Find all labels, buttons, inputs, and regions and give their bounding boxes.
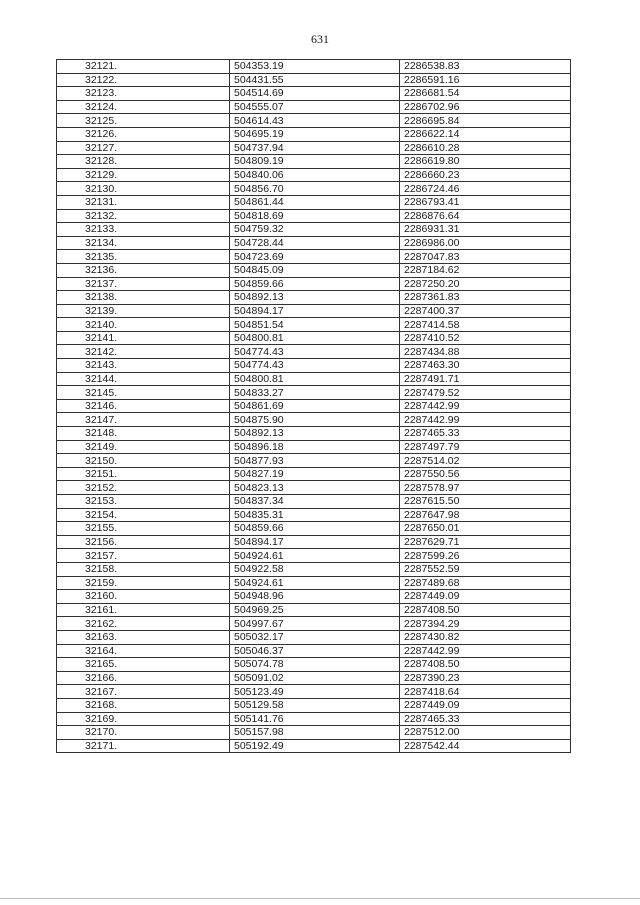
point-number-cell: 32156.	[57, 535, 230, 549]
x-coordinate-cell: 504851.54	[230, 318, 400, 332]
table-row	[57, 603, 571, 617]
table-row	[57, 60, 571, 74]
table-row	[57, 440, 571, 454]
point-number-cell: 32124.	[57, 100, 230, 114]
table-row	[57, 671, 571, 685]
y-coordinate-cell: 2287491.71	[400, 372, 571, 386]
x-coordinate-cell: 504737.94	[230, 141, 400, 155]
x-coordinate-cell: 505074.78	[230, 658, 400, 672]
point-number-cell: 32140.	[57, 318, 230, 332]
x-coordinate-cell: 504614.43	[230, 114, 400, 128]
x-coordinate-cell: 504774.43	[230, 359, 400, 373]
x-coordinate-cell: 504859.66	[230, 522, 400, 536]
y-coordinate-cell: 2286610.28	[400, 141, 571, 155]
table-row	[57, 304, 571, 318]
x-coordinate-cell: 505091.02	[230, 671, 400, 685]
y-coordinate-cell: 2287047.83	[400, 250, 571, 264]
x-coordinate-cell: 504431.55	[230, 73, 400, 87]
y-coordinate-cell: 2287599.26	[400, 549, 571, 563]
point-number-cell: 32157.	[57, 549, 230, 563]
table-row	[57, 114, 571, 128]
point-number-cell: 32167.	[57, 685, 230, 699]
x-coordinate-cell: 505123.49	[230, 685, 400, 699]
point-number-cell: 32133.	[57, 223, 230, 237]
table-row	[57, 427, 571, 441]
point-number-cell: 32148.	[57, 427, 230, 441]
table-row	[57, 508, 571, 522]
page-number: 631	[311, 32, 329, 46]
point-number-cell: 32134.	[57, 236, 230, 250]
y-coordinate-cell: 2286591.16	[400, 73, 571, 87]
table-row	[57, 386, 571, 400]
table-body	[57, 60, 571, 753]
x-coordinate-cell: 504859.66	[230, 277, 400, 291]
point-number-cell: 32170.	[57, 726, 230, 740]
x-coordinate-cell: 504723.69	[230, 250, 400, 264]
table-row	[57, 100, 571, 114]
x-coordinate-cell: 504861.69	[230, 399, 400, 413]
x-coordinate-cell: 504861.44	[230, 195, 400, 209]
point-number-cell: 32163.	[57, 630, 230, 644]
y-coordinate-cell: 2287514.02	[400, 454, 571, 468]
y-coordinate-cell: 2287434.88	[400, 345, 571, 359]
x-coordinate-cell: 504845.09	[230, 263, 400, 277]
x-coordinate-cell: 504835.31	[230, 508, 400, 522]
x-coordinate-cell: 504823.13	[230, 481, 400, 495]
x-coordinate-cell: 504800.81	[230, 331, 400, 345]
point-number-cell: 32171.	[57, 739, 230, 753]
table-row	[57, 263, 571, 277]
table-row	[57, 141, 571, 155]
x-coordinate-cell: 504818.69	[230, 209, 400, 223]
y-coordinate-cell: 2287410.52	[400, 331, 571, 345]
y-coordinate-cell: 2287442.99	[400, 399, 571, 413]
point-number-cell: 32149.	[57, 440, 230, 454]
x-coordinate-cell: 504969.25	[230, 603, 400, 617]
point-number-cell: 32169.	[57, 712, 230, 726]
table-row	[57, 454, 571, 468]
table-row	[57, 739, 571, 753]
point-number-cell: 32138.	[57, 291, 230, 305]
x-coordinate-cell: 504827.19	[230, 467, 400, 481]
y-coordinate-cell: 2286695.84	[400, 114, 571, 128]
y-coordinate-cell: 2287542.44	[400, 739, 571, 753]
table-row	[57, 168, 571, 182]
x-coordinate-cell: 504894.17	[230, 304, 400, 318]
table-row	[57, 685, 571, 699]
point-number-cell: 32127.	[57, 141, 230, 155]
table-row	[57, 195, 571, 209]
y-coordinate-cell: 2287394.29	[400, 617, 571, 631]
table-row	[57, 277, 571, 291]
point-number-cell: 32142.	[57, 345, 230, 359]
table-row	[57, 658, 571, 672]
point-number-cell: 32123.	[57, 87, 230, 101]
point-number-cell: 32150.	[57, 454, 230, 468]
x-coordinate-cell: 504695.19	[230, 127, 400, 141]
y-coordinate-cell: 2286538.83	[400, 60, 571, 74]
table-row	[57, 155, 571, 169]
point-number-cell: 32141.	[57, 331, 230, 345]
x-coordinate-cell: 504353.19	[230, 60, 400, 74]
coordinates-table	[56, 59, 571, 753]
y-coordinate-cell: 2286681.54	[400, 87, 571, 101]
table-row	[57, 481, 571, 495]
y-coordinate-cell: 2287361.83	[400, 291, 571, 305]
x-coordinate-cell: 504833.27	[230, 386, 400, 400]
x-coordinate-cell: 504837.34	[230, 495, 400, 509]
y-coordinate-cell: 2287615.50	[400, 495, 571, 509]
table-row	[57, 236, 571, 250]
y-coordinate-cell: 2286622.14	[400, 127, 571, 141]
point-number-cell: 32151.	[57, 467, 230, 481]
x-coordinate-cell: 504774.43	[230, 345, 400, 359]
y-coordinate-cell: 2287650.01	[400, 522, 571, 536]
table-row	[57, 630, 571, 644]
point-number-cell: 32146.	[57, 399, 230, 413]
x-coordinate-cell: 504924.61	[230, 576, 400, 590]
x-coordinate-cell: 504892.13	[230, 291, 400, 305]
y-coordinate-cell: 2287449.09	[400, 698, 571, 712]
point-number-cell: 32137.	[57, 277, 230, 291]
table-row	[57, 73, 571, 87]
table-row	[57, 291, 571, 305]
point-number-cell: 32164.	[57, 644, 230, 658]
point-number-cell: 32126.	[57, 127, 230, 141]
table-row	[57, 549, 571, 563]
y-coordinate-cell: 2287430.82	[400, 630, 571, 644]
point-number-cell: 32166.	[57, 671, 230, 685]
table-row	[57, 698, 571, 712]
table-row	[57, 209, 571, 223]
y-coordinate-cell: 2287414.58	[400, 318, 571, 332]
table-row	[57, 522, 571, 536]
y-coordinate-cell: 2287442.99	[400, 644, 571, 658]
table-row	[57, 590, 571, 604]
table-row	[57, 182, 571, 196]
x-coordinate-cell: 504997.67	[230, 617, 400, 631]
table-row	[57, 331, 571, 345]
x-coordinate-cell: 505141.76	[230, 712, 400, 726]
point-number-cell: 32162.	[57, 617, 230, 631]
x-coordinate-cell: 504877.93	[230, 454, 400, 468]
table-row	[57, 127, 571, 141]
point-number-cell: 32161.	[57, 603, 230, 617]
y-coordinate-cell: 2287463.30	[400, 359, 571, 373]
x-coordinate-cell: 504948.96	[230, 590, 400, 604]
x-coordinate-cell: 505157.98	[230, 726, 400, 740]
table-row	[57, 495, 571, 509]
x-coordinate-cell: 504856.70	[230, 182, 400, 196]
point-number-cell: 32159.	[57, 576, 230, 590]
y-coordinate-cell: 2287465.33	[400, 427, 571, 441]
y-coordinate-cell: 2287550.56	[400, 467, 571, 481]
x-coordinate-cell: 504922.58	[230, 562, 400, 576]
point-number-cell: 32165.	[57, 658, 230, 672]
point-number-cell: 32121.	[57, 60, 230, 74]
table-row	[57, 372, 571, 386]
y-coordinate-cell: 2286702.96	[400, 100, 571, 114]
x-coordinate-cell: 505129.58	[230, 698, 400, 712]
page-bottom-rule	[0, 898, 640, 899]
point-number-cell: 32130.	[57, 182, 230, 196]
point-number-cell: 32144.	[57, 372, 230, 386]
x-coordinate-cell: 505046.37	[230, 644, 400, 658]
y-coordinate-cell: 2287390.23	[400, 671, 571, 685]
table-row	[57, 359, 571, 373]
y-coordinate-cell: 2287489.68	[400, 576, 571, 590]
y-coordinate-cell: 2287479.52	[400, 386, 571, 400]
point-number-cell: 32143.	[57, 359, 230, 373]
point-number-cell: 32128.	[57, 155, 230, 169]
y-coordinate-cell: 2286876.64	[400, 209, 571, 223]
x-coordinate-cell: 504728.44	[230, 236, 400, 250]
x-coordinate-cell: 504555.07	[230, 100, 400, 114]
point-number-cell: 32132.	[57, 209, 230, 223]
table-row	[57, 87, 571, 101]
point-number-cell: 32152.	[57, 481, 230, 495]
table-row	[57, 726, 571, 740]
point-number-cell: 32153.	[57, 495, 230, 509]
point-number-cell: 32136.	[57, 263, 230, 277]
y-coordinate-cell: 2287449.09	[400, 590, 571, 604]
point-number-cell: 32135.	[57, 250, 230, 264]
y-coordinate-cell: 2287442.99	[400, 413, 571, 427]
y-coordinate-cell: 2287465.33	[400, 712, 571, 726]
x-coordinate-cell: 505192.49	[230, 739, 400, 753]
y-coordinate-cell: 2286619.80	[400, 155, 571, 169]
x-coordinate-cell: 504875.90	[230, 413, 400, 427]
table-row	[57, 250, 571, 264]
x-coordinate-cell: 504892.13	[230, 427, 400, 441]
x-coordinate-cell: 504514.69	[230, 87, 400, 101]
table-row	[57, 345, 571, 359]
point-number-cell: 32122.	[57, 73, 230, 87]
y-coordinate-cell: 2287400.37	[400, 304, 571, 318]
table-row	[57, 535, 571, 549]
table-row	[57, 467, 571, 481]
y-coordinate-cell: 2286931.31	[400, 223, 571, 237]
y-coordinate-cell: 2287250.20	[400, 277, 571, 291]
y-coordinate-cell: 2287512.00	[400, 726, 571, 740]
x-coordinate-cell: 505032.17	[230, 630, 400, 644]
y-coordinate-cell: 2287408.50	[400, 603, 571, 617]
point-number-cell: 32139.	[57, 304, 230, 318]
table-row	[57, 576, 571, 590]
point-number-cell: 32129.	[57, 168, 230, 182]
point-number-cell: 32131.	[57, 195, 230, 209]
x-coordinate-cell: 504924.61	[230, 549, 400, 563]
x-coordinate-cell: 504894.17	[230, 535, 400, 549]
y-coordinate-cell: 2286660.23	[400, 168, 571, 182]
point-number-cell: 32160.	[57, 590, 230, 604]
table-row	[57, 223, 571, 237]
x-coordinate-cell: 504759.32	[230, 223, 400, 237]
y-coordinate-cell: 2286986.00	[400, 236, 571, 250]
x-coordinate-cell: 504896.18	[230, 440, 400, 454]
table-row	[57, 318, 571, 332]
table-row	[57, 413, 571, 427]
y-coordinate-cell: 2286724.46	[400, 182, 571, 196]
y-coordinate-cell: 2287629.71	[400, 535, 571, 549]
point-number-cell: 32168.	[57, 698, 230, 712]
y-coordinate-cell: 2287647.98	[400, 508, 571, 522]
point-number-cell: 32155.	[57, 522, 230, 536]
table-row	[57, 644, 571, 658]
y-coordinate-cell: 2287184.62	[400, 263, 571, 277]
point-number-cell: 32154.	[57, 508, 230, 522]
x-coordinate-cell: 504840.06	[230, 168, 400, 182]
x-coordinate-cell: 504800.81	[230, 372, 400, 386]
table-row	[57, 399, 571, 413]
table-row	[57, 617, 571, 631]
table-row	[57, 712, 571, 726]
y-coordinate-cell: 2287408.50	[400, 658, 571, 672]
table-row	[57, 562, 571, 576]
point-number-cell: 32125.	[57, 114, 230, 128]
y-coordinate-cell: 2287578.97	[400, 481, 571, 495]
point-number-cell: 32158.	[57, 562, 230, 576]
y-coordinate-cell: 2287497.79	[400, 440, 571, 454]
y-coordinate-cell: 2287552.59	[400, 562, 571, 576]
y-coordinate-cell: 2287418.64	[400, 685, 571, 699]
x-coordinate-cell: 504809.19	[230, 155, 400, 169]
point-number-cell: 32147.	[57, 413, 230, 427]
point-number-cell: 32145.	[57, 386, 230, 400]
y-coordinate-cell: 2286793.41	[400, 195, 571, 209]
